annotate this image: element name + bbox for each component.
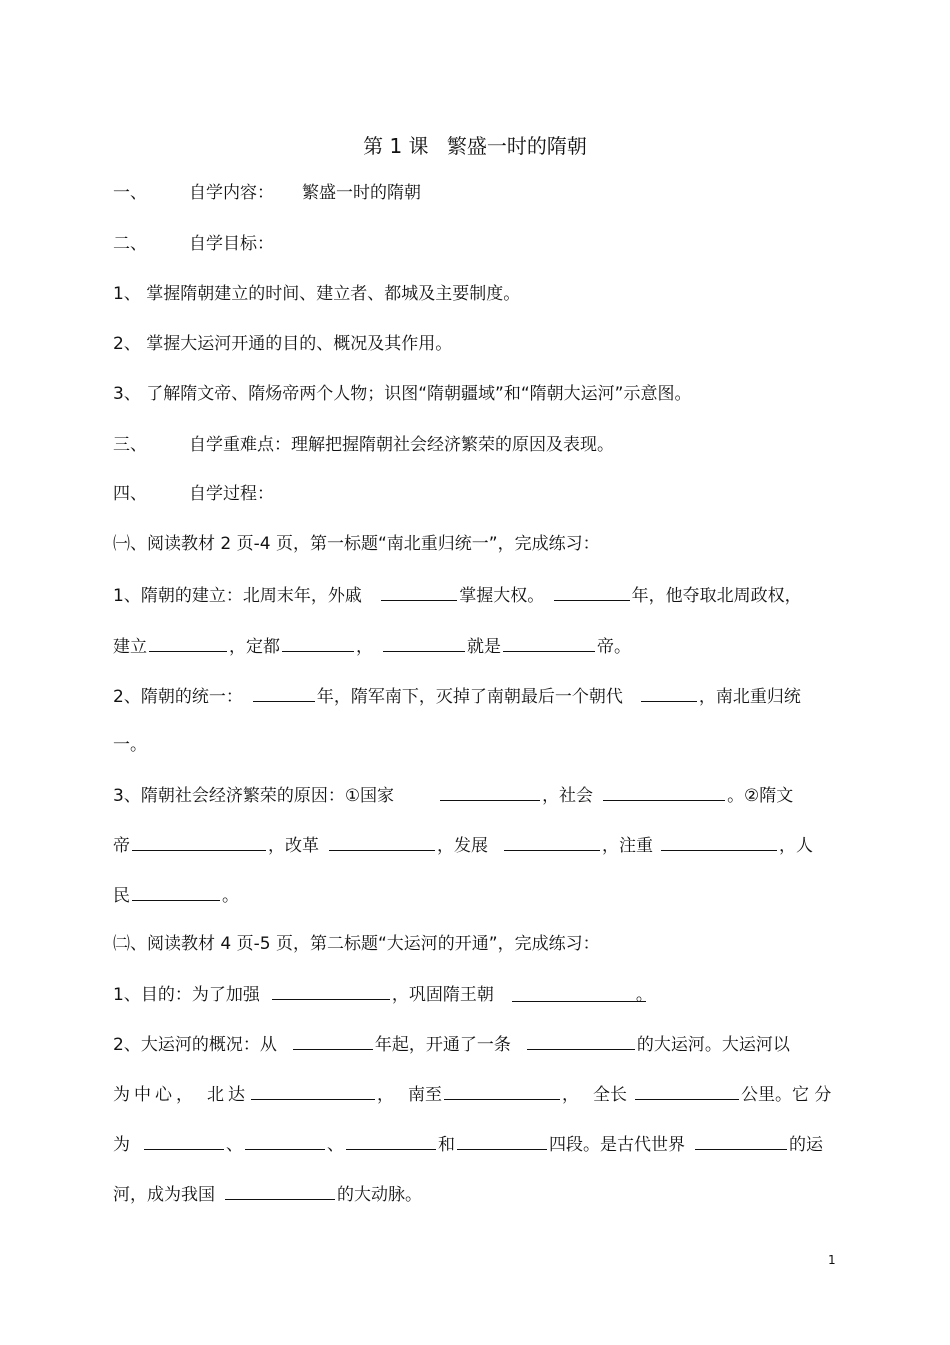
exercise-text: ，人 <box>779 836 813 856</box>
exercise-line <box>113 683 838 709</box>
section-value: 繁盛一时的隋朝 <box>302 183 421 203</box>
answer-blank[interactable] <box>293 1031 373 1050</box>
exercise-text: 的大运河。大运河以 <box>636 1035 790 1055</box>
exercise-text: ，改革 <box>268 836 319 856</box>
exercise-text: 。 <box>635 985 653 1005</box>
page-number: 1 <box>828 1253 836 1267</box>
exercise-line <box>113 981 838 1007</box>
section-label: 自学内容： <box>189 183 274 203</box>
exercise-text: ，注重 <box>602 836 653 856</box>
exercise-text: ， <box>562 1085 579 1105</box>
exercise-text: 。 <box>222 886 239 906</box>
exercise-text: ，发展 <box>437 836 488 856</box>
exercise-text: ，定都 <box>229 637 280 657</box>
lesson-name: 繁盛一时的隋朝 <box>446 134 587 158</box>
exercise-line <box>113 1181 838 1207</box>
exercise-text: 为中心， <box>113 1085 197 1105</box>
section-label: 自学目标： <box>189 234 274 254</box>
section-number: 二、 <box>113 234 147 254</box>
exercise-text: 为 <box>113 1135 130 1155</box>
answer-blank[interactable] <box>661 832 777 851</box>
exercise-text: 2、隋朝的统一： <box>113 687 243 707</box>
answer-blank[interactable] <box>132 882 220 901</box>
exercise-text: ，南北重归统 <box>698 687 801 707</box>
exercise-text: 就是 <box>467 637 501 657</box>
answer-blank[interactable] <box>282 633 354 652</box>
exercise-text: 民 <box>113 886 130 906</box>
answer-blank[interactable] <box>504 832 600 851</box>
exercise-text: 、 <box>327 1135 344 1155</box>
exercise-line <box>113 633 838 659</box>
section-label: 自学过程： <box>189 484 274 504</box>
answer-blank[interactable] <box>132 832 266 851</box>
section-number: 一、 <box>113 183 147 203</box>
exercise-line <box>113 1131 838 1157</box>
exercise-text: 1、目的：为了加强 <box>113 985 260 1005</box>
section-content <box>113 181 838 205</box>
goal-item: 3、 了解隋文帝、隋炀帝两个人物；识图“隋朝疆域”和“隋朝大运河”示意图。 <box>113 384 692 404</box>
exercise-text: 帝。 <box>597 637 631 657</box>
exercise-line <box>113 1031 838 1057</box>
exercise-text: 公里。它 分 <box>741 1085 832 1105</box>
exercise-text: 年，他夺取北周政权， <box>631 586 802 606</box>
exercise-text: 南至 <box>408 1085 442 1105</box>
answer-blank[interactable] <box>444 1081 560 1100</box>
answer-blank[interactable] <box>381 582 457 601</box>
exercise-text: 北达 <box>207 1085 249 1105</box>
answer-blank[interactable] <box>457 1131 547 1150</box>
lesson-title <box>0 130 950 159</box>
answer-blank[interactable] <box>603 782 725 801</box>
exercise-text: ，社会 <box>542 786 594 806</box>
exercise-line <box>113 832 838 858</box>
exercise-text: 河，成为我国 <box>113 1185 215 1205</box>
answer-blank[interactable] <box>503 633 595 652</box>
answer-blank[interactable] <box>225 1181 335 1200</box>
exercise-text: 3、隋朝社会经济繁荣的原因：①国家 <box>113 786 395 806</box>
exercise-line <box>113 882 838 908</box>
section-keypoints <box>113 433 838 457</box>
section-text: 自学重难点：理解把握隋朝社会经济繁荣的原因及表现。 <box>189 435 614 455</box>
exercise-text: 。②隋文 <box>727 786 794 806</box>
exercise-text: 帝 <box>113 836 130 856</box>
exercise-text: 四段。是古代世界 <box>549 1135 685 1155</box>
exercise-text: ，巩固隋王朝 <box>391 985 494 1005</box>
part-heading: ㈡、阅读教材 4 页-5 页，第二标题“大运河的开通”，完成练习： <box>113 934 600 954</box>
answer-blank[interactable] <box>251 1081 375 1100</box>
exercise-text: 和 <box>438 1135 455 1155</box>
exercise-text: 的运 <box>789 1135 823 1155</box>
exercise-text: 年，隋军南下，灭掉了南朝最后一个朝代 <box>316 687 623 707</box>
answer-blank[interactable] <box>695 1131 787 1150</box>
section-number: 三、 <box>113 435 147 455</box>
exercise-text: 掌握大权。 <box>459 586 545 606</box>
answer-blank[interactable] <box>641 683 697 702</box>
answer-blank[interactable] <box>346 1131 436 1150</box>
section-number: 四、 <box>113 484 147 504</box>
exercise-text: 的大动脉。 <box>337 1185 422 1205</box>
goal-item: 2、 掌握大运河开通的目的、概况及其作用。 <box>113 334 453 354</box>
exercise-text: 全长 <box>593 1085 627 1105</box>
goal-item: 1、 掌握隋朝建立的时间、建立者、都城及主要制度。 <box>113 284 521 304</box>
answer-blank[interactable] <box>144 1131 224 1150</box>
answer-blank[interactable] <box>527 1031 635 1050</box>
part-heading: ㈠、阅读教材 2 页-4 页，第一标题“南北重归统一”，完成练习： <box>113 534 600 554</box>
answer-blank[interactable] <box>272 981 390 1000</box>
answer-blank[interactable] <box>245 1131 325 1150</box>
section-process <box>113 482 838 506</box>
exercise-text: 年起，开通了一条 <box>374 1035 511 1055</box>
exercise-text: 建立 <box>113 637 147 657</box>
lesson-number: 第 1 课 <box>363 134 429 158</box>
answer-blank[interactable] <box>329 832 435 851</box>
exercise-text: 、 <box>226 1135 243 1155</box>
exercise-line: 一。 <box>113 735 147 755</box>
answer-blank[interactable] <box>440 782 540 801</box>
answer-blank[interactable] <box>253 683 315 702</box>
exercise-text: ， <box>377 1085 394 1105</box>
exercise-text: ， <box>356 637 373 657</box>
answer-blank[interactable] <box>383 633 465 652</box>
section-goals <box>113 232 838 256</box>
exercise-line <box>113 582 838 608</box>
answer-blank[interactable] <box>554 582 630 601</box>
answer-blank[interactable] <box>149 633 227 652</box>
exercise-text: 2、大运河的概况：从 <box>113 1035 277 1055</box>
exercise-line <box>113 1081 838 1107</box>
answer-blank[interactable] <box>635 1081 739 1100</box>
exercise-text: 1、隋朝的建立：北周末年，外戚 <box>113 586 362 606</box>
exercise-line <box>113 782 838 808</box>
answer-blank[interactable] <box>512 983 653 1005</box>
